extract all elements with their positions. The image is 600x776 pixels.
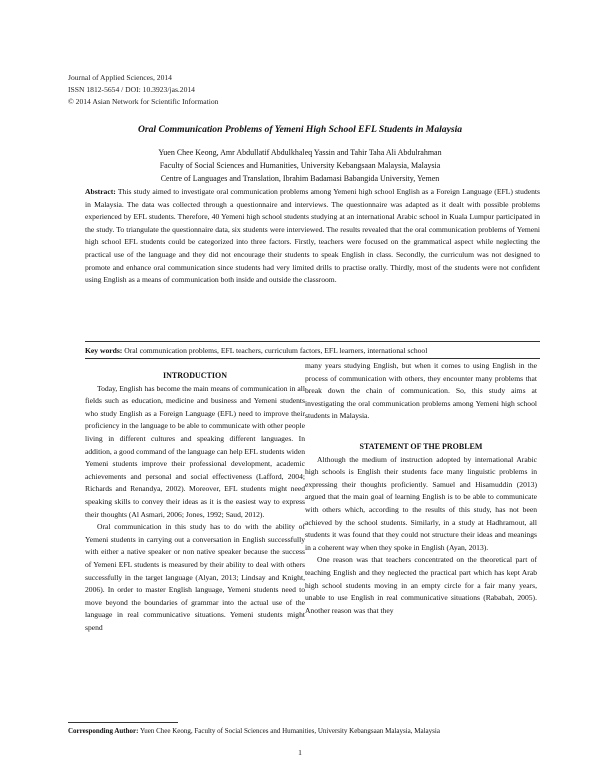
introduction-paragraph-2: Oral communication in this study has to do with the ability of Yemeni students in carrying out a conversation in English successfully with either a native speaker or non native speaker because the success of Yemeni EFL students is measured by their ability to deal with others successfully in the target language (Alyan, 2013; Lindsay and Knight, 2006). In order to master English language, Yemeni students need to move beyond the boundaries of grammar into the actual use of the language in real communicative situations. Yemeni students might spend <box>85 522 305 632</box>
author-names: Yuen Chee Keong, Amr Abdullatif Abdulkhaleq Yassin and Tahir Taha Ali Abdulrahman <box>158 148 442 157</box>
left-column <box>85 370 305 634</box>
problem-paragraph-1: Although the medium of instruction adopted by international Arabic high schools is English their students face many linguistic problems in expressing their thoughts proficiently. Samuel and Hisamuddin (2013) argued that the main goal of learning English is to be able to communicate with others which, according to the results of this study, has not been achieved by the school students. Similarly, in a study at Hadhramout, all students it was found that they could not structure their ideas and meanings in a coherent way when they spoke in English (Ayan, 2013). <box>305 454 537 552</box>
keywords-rule-bottom <box>85 358 540 359</box>
keywords-rule-top <box>85 341 540 342</box>
journal-name: Journal of Applied Sciences, 2014 <box>68 73 172 82</box>
journal-copyright: © 2014 Asian Network for Scientific Information <box>68 97 219 106</box>
corresponding-author-text: Yuen Chee Keong, Faculty of Social Sciences and Humanities, University Kebangsaan Malaysia, Malaysia <box>139 727 440 735</box>
keywords <box>85 346 545 355</box>
corresponding-author-label: Corresponding Author: <box>68 727 139 735</box>
journal-issn: ISSN 1812-5654 / DOI: 10.3923/jas.2014 <box>68 85 195 94</box>
introduction-paragraph-3: many years studying English, but when it comes to using English in the process of communication with others, they encounter many problems that break down the chain of communication. So, this study aims at investigating the oral communication problems among Yemeni high school students in Malaysia. <box>305 361 537 421</box>
keywords-text: Oral communication problems, EFL teachers, curriculum factors, EFL learners, international school <box>124 346 428 355</box>
abstract-text: This study aimed to investigate oral communication problems among Yemeni high school English as a Foreign Language (EFL) students in Malaysia. The data was collected through a questionnaire and interviews. The questionnaire was adapted as it dealt with possible problems experienced by EFL students. Therefore, 40 Yemeni high school students studying at an international Arabic school in Kuala Lumpur participated in the study. To triangulate the questionnaire data, six students were interviewed. The results revealed that the oral communication problems of Yemeni high school EFL students could be categorized into three factors. Firstly, teachers were focused on the grammatical aspect while neglecting the practical use of the language and they did not encourage their students to speak English in class. Secondly, the curriculum was not designed to promote and enhance oral communication since students had very limited drills to practise orally. Thirdly, most of the students were not confident using English as a means of communication both inside and outside the classroom. <box>85 187 540 285</box>
corresponding-author <box>68 727 548 735</box>
abstract-label: Abstract: <box>85 187 116 196</box>
affiliation-1: Faculty of Social Sciences and Humanities, University Kebangsaan Malaysia, Malaysia <box>159 161 441 170</box>
problem-paragraph-2: One reason was that teachers concentrated on the theoretical part of teaching English and they neglected the practical part which has kept Arab high school students moving in an empty circle for a fair many years, unable to use English in real communicative situations (Rababah, 2005). Another reason was that they <box>305 555 537 615</box>
paper-title: Oral Communication Problems of Yemeni High School EFL Students in Malaysia <box>137 124 463 135</box>
author-block <box>60 146 540 185</box>
introduction-paragraph-1: Today, English has become the main means of communication in all fields such as education, medicine and business and Yemeni students who study English as a Foreign Language (EFL) need to improve their proficiency in the language to be able to communicate with other people living in different cultures and speaking different languages. In addition, a good command of the language can help EFL students widen Yemeni students improve their professional development, academic achievements and personal and social effectiveness (Lafford, 2004; Richards and Renandya, 2002). Moreover, EFL students might need speaking skills to convey their ideas as it is the easiest way to express their thoughts (Al Asmari, 2006; Jones, 1992; Saud, 2012). <box>85 383 305 519</box>
problem-heading: STATEMENT OF THE PROBLEM <box>359 441 483 451</box>
abstract <box>85 186 540 287</box>
page-number: 1 <box>298 748 302 757</box>
right-column <box>305 360 537 617</box>
introduction-heading: INTRODUCTION <box>162 371 227 380</box>
keywords-label: Key words: <box>85 346 123 355</box>
affiliation-2: Centre of Languages and Translation, Ibrahim Badamasi Babangida University, Yemen <box>160 174 440 183</box>
journal-masthead <box>68 72 218 108</box>
footer-rule <box>68 722 178 723</box>
